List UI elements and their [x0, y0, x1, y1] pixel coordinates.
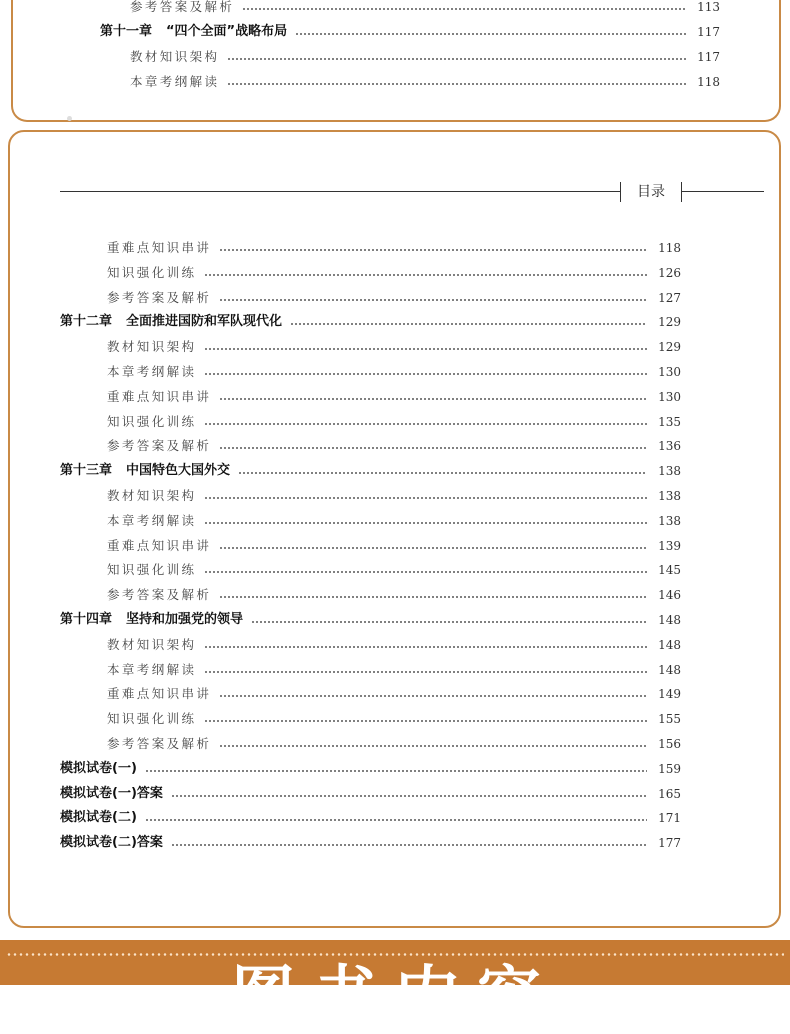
toc-section-entry[interactable] [107, 436, 681, 456]
toc-chapter-title: 中国特色大国外交 [126, 463, 231, 479]
toc-entry-label: 重难点知识串讲 [107, 686, 212, 702]
dot-leader [227, 58, 686, 60]
toc-entry-label: 参考答案及解析 [107, 736, 212, 751]
toc-section-entry[interactable] [107, 387, 681, 407]
header-tick-right [681, 182, 682, 202]
toc-page-number: 148 [658, 662, 681, 677]
toc-section-entry[interactable] [107, 635, 681, 655]
dot-leader [204, 348, 647, 350]
toc-chapter-title: 坚持和加强党的领导 [126, 612, 244, 627]
dot-leader [219, 447, 647, 449]
toc-page-number: 146 [658, 588, 681, 603]
toc-page-number: 145 [658, 563, 681, 578]
dot-leader [219, 249, 647, 251]
toc-section-entry[interactable] [130, 72, 720, 92]
toc-page-number: 148 [658, 613, 681, 627]
toc-entry-label: 知识强化训练 [107, 562, 197, 578]
dot-leader [227, 83, 686, 85]
dot-leader [204, 720, 647, 722]
toc-entry-label: 本章考纲解读 [107, 364, 197, 379]
toc-chapter-number: 模拟试卷(一) [60, 760, 137, 776]
dot-leader [204, 671, 647, 673]
toc-chapter-entry[interactable] [60, 808, 681, 828]
toc-chapter-number: 第十三章 [60, 463, 113, 479]
toc-entry-label: 教材知识架构 [107, 339, 197, 355]
toc-page-number: 129 [658, 315, 681, 330]
toc-section-entry[interactable] [107, 412, 681, 432]
toc-page-number: 130 [658, 389, 681, 404]
toc-entry-label: 重难点知识串讲 [107, 388, 212, 404]
toc-entry-label: 本章考纲解读 [107, 661, 197, 677]
toc-section-entry[interactable] [107, 263, 681, 283]
dot-leader [171, 844, 647, 846]
toc-page-number: 127 [658, 290, 681, 305]
dot-leader [251, 621, 647, 623]
toc-section-entry[interactable] [107, 238, 681, 258]
toc-section-entry[interactable] [107, 362, 681, 382]
toc-heading: 目录 [637, 184, 665, 200]
dot-leader [145, 819, 647, 821]
toc-entry-label: 参考答案及解析 [130, 0, 235, 14]
dot-leader [171, 795, 647, 797]
toc-entry-label [60, 759, 137, 779]
toc-page-number: 136 [658, 439, 681, 454]
toc-chapter-number: 第十一章 [100, 24, 153, 39]
toc-section-entry[interactable] [107, 337, 681, 357]
toc-page-number: 155 [658, 712, 681, 727]
dot-leader [204, 373, 647, 375]
toc-section-entry[interactable] [107, 684, 681, 704]
toc-section-entry[interactable] [107, 585, 681, 605]
toc-section-entry[interactable] [107, 288, 681, 308]
toc-page-number: 130 [658, 365, 681, 379]
toc-entry-label: 本章考纲解读 [107, 512, 197, 528]
dot-leader [219, 695, 647, 697]
dot-leader [219, 299, 647, 301]
toc-chapter-entry[interactable] [60, 833, 681, 853]
toc-chapter-number: 模拟试卷(一)答案 [60, 785, 163, 801]
toc-section-entry[interactable] [107, 660, 681, 680]
toc-section-entry[interactable] [107, 709, 681, 729]
toc-page-number: 177 [658, 836, 681, 851]
toc-chapter-entry[interactable] [60, 784, 681, 804]
toc-page-number: 159 [658, 761, 681, 776]
toc-entry-label: 教材知识架构 [107, 488, 197, 503]
toc-page-number: 118 [697, 75, 720, 89]
toc-chapter-entry[interactable] [100, 22, 720, 42]
toc-chapter-number: 第十二章 [60, 314, 113, 330]
header-rule-left [60, 191, 620, 192]
toc-entry-label: 参考答案及解析 [107, 438, 212, 454]
toc-entry-label [60, 833, 163, 853]
toc-page-number: 165 [658, 786, 681, 801]
toc-page-number: 149 [658, 687, 681, 702]
dot-leader [242, 8, 686, 10]
toc-entry-label: 知识强化训练 [107, 711, 197, 727]
toc-page-number: 118 [658, 241, 681, 255]
toc-entry-label: 重难点知识串讲 [107, 537, 212, 553]
toc-entry-label: 教材知识架构 [130, 49, 220, 64]
toc-chapter-title: “四个全面”战略布局 [166, 24, 288, 39]
toc-page-number: 138 [658, 513, 681, 528]
dot-leader [238, 472, 647, 474]
toc-section-entry[interactable] [107, 536, 681, 556]
toc-entry-label: 本章考纲解读 [130, 74, 220, 89]
toc-entry-label [60, 461, 230, 481]
dot-leader [219, 596, 647, 598]
toc-page-number: 117 [697, 50, 720, 64]
toc-entry-label: 教材知识架构 [107, 636, 197, 652]
dot-leader [204, 497, 647, 499]
toc-page-number: 156 [658, 737, 681, 751]
toc-page-number: 135 [658, 414, 681, 429]
toc-page-number: 113 [697, 0, 720, 14]
toc-chapter-entry[interactable] [60, 461, 681, 481]
toc-entry-label: 知识强化训练 [107, 413, 197, 429]
toc-chapter-entry[interactable] [60, 312, 681, 332]
dot-leader [219, 398, 647, 400]
dot-leader [204, 646, 647, 648]
toc-entry-label [60, 610, 243, 630]
toc-entry-label: 重难点知识串讲 [107, 240, 212, 255]
toc-section-entry[interactable] [107, 511, 681, 531]
banner-title: 图书内容 [231, 960, 559, 1034]
banner-dotted-rule [6, 953, 784, 956]
toc-section-entry[interactable] [130, 0, 720, 17]
toc-page-number: 129 [658, 340, 681, 355]
section-banner [0, 940, 790, 1034]
toc-entry-label: 知识强化训练 [107, 264, 197, 280]
toc-section-entry[interactable] [107, 486, 681, 506]
toc-entry-label [60, 808, 137, 828]
dot-leader [204, 423, 647, 425]
toc-chapter-title: 全面推进国防和军队现代化 [126, 314, 283, 330]
toc-entry-label: 参考答案及解析 [107, 587, 212, 603]
toc-page-number: 138 [658, 489, 681, 503]
toc-entry-label: 参考答案及解析 [107, 289, 212, 305]
toc-page-number: 138 [658, 464, 681, 479]
toc-chapter-entry[interactable] [60, 610, 681, 630]
toc-section-entry[interactable] [107, 560, 681, 580]
toc-page-number: 126 [658, 265, 681, 280]
toc-chapter-number: 第十四章 [60, 612, 113, 627]
toc-page-number: 171 [658, 811, 681, 826]
dot-leader [290, 323, 647, 325]
dot-leader [145, 770, 647, 772]
header-rule-right [682, 191, 764, 192]
dot-leader [295, 33, 686, 35]
toc-chapter-number: 模拟试卷(二)答案 [60, 835, 163, 851]
dot-leader [204, 571, 647, 573]
toc-entry-label [60, 312, 282, 332]
toc-page-number: 148 [658, 637, 681, 652]
toc-chapter-entry[interactable] [60, 759, 681, 779]
decorative-dot [67, 116, 72, 121]
dot-leader [204, 522, 647, 524]
toc-section-entry[interactable] [130, 47, 720, 67]
toc-entry-label [60, 784, 163, 804]
toc-chapter-number: 模拟试卷(二) [60, 810, 137, 826]
toc-entry-label [100, 22, 287, 42]
dot-leader [219, 745, 647, 747]
toc-page-number: 139 [658, 538, 681, 553]
dot-leader [204, 274, 647, 276]
toc-page-number: 117 [697, 25, 720, 39]
dot-leader [219, 547, 647, 549]
toc-section-entry[interactable] [107, 734, 681, 754]
